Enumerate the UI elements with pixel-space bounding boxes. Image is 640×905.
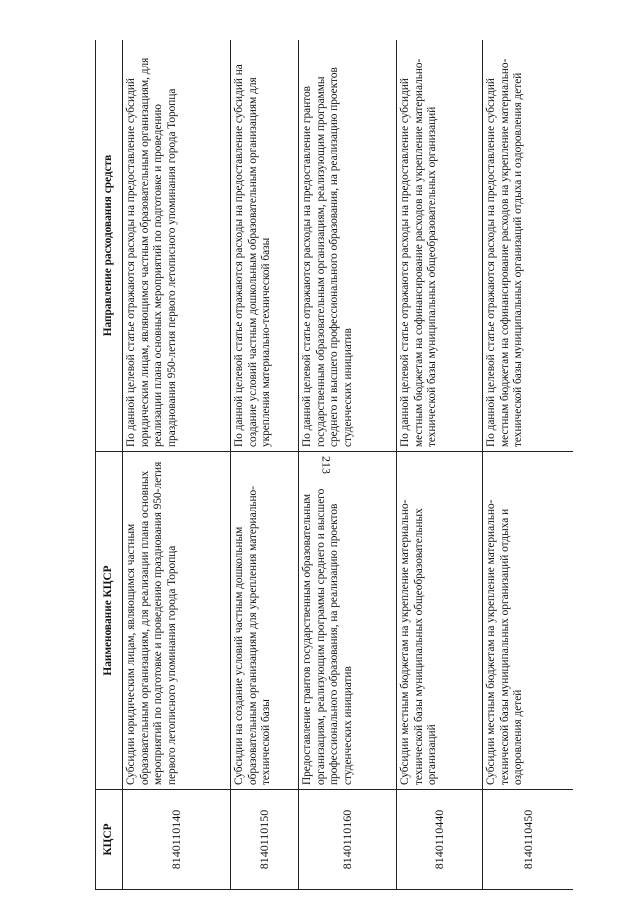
budget-classification-table	[95, 40, 573, 890]
row-code: 8140110150	[231, 790, 299, 890]
row-direction: По данной целевой статье отражаются расходы на предоставление субсидий местным бюджетам на софинансирование расходов на укрепление материально-технической базы муниципальных общеобразовательных организаций	[397, 40, 483, 452]
row-direction: По данной целевой статье отражаются расходы на предоставление грантов государственным образовательным организациям, реализующим программы среднего и высшего профессионального образования, на реализацию проектов студенческих инициатив	[299, 40, 397, 452]
table-row	[231, 40, 299, 890]
page-number: 213	[319, 456, 334, 474]
table-header-row	[96, 40, 123, 890]
rotated-table-container	[95, 40, 573, 890]
row-code: 8140110450	[483, 790, 574, 890]
row-code: 8140110140	[123, 790, 231, 890]
row-direction: По данной целевой статье отражаются расходы на предоставление субсидий местным бюджетам на софинансирование расходов на укрепление материально-технической базы муниципальных организаций отдыха и оздоровления детей	[483, 40, 574, 452]
table-row	[483, 40, 574, 890]
table-row	[299, 40, 397, 890]
row-name: Субсидии местным бюджетам на укрепление материально-технической базы муниципальных организаций отдыха и оздоровления детей	[483, 452, 574, 790]
table-row	[123, 40, 231, 890]
header-direction: Направление расходования средств	[96, 40, 123, 452]
row-name: Предоставление грантов государственным образовательным организациям, реализующим программы среднего и высшего профессионального образования, на реализацию проектов студенческих инициатив	[299, 452, 397, 790]
row-name: Субсидии на создание условий частным дошкольным образовательным организациям для укрепления материально-технической базы	[231, 452, 299, 790]
row-direction: По данной целевой статье отражаются расходы на предоставление субсидий юридическим лицам, являющимся частным образовательным организациям, для реализации плана основных мероприятий по подготовке и проведению празднования 950-летия первого летописного упоминания города Торопца	[123, 40, 231, 452]
row-code: 8140110440	[397, 790, 483, 890]
row-name: Субсидии юридическим лицам, являющимся частным образовательным организациям, для реализации плана основных мероприятий по подготовке и проведению празднования 950-летия первого летописного упоминания города Торопца	[123, 452, 231, 790]
row-name: Субсидии местным бюджетам на укрепление материально-технической базы муниципальных общеобразовательных организаций	[397, 452, 483, 790]
row-code: 8140110160	[299, 790, 397, 890]
row-direction: По данной целевой статье отражаются расходы на предоставление субсидий на создание условий частным дошкольным образовательным организациям для укрепления материально-технической базы	[231, 40, 299, 452]
rotated-table-frame	[95, 40, 573, 890]
header-name: Наименование КЦСР	[96, 452, 123, 790]
header-code: КЦСР	[96, 790, 123, 890]
table-row	[397, 40, 483, 890]
